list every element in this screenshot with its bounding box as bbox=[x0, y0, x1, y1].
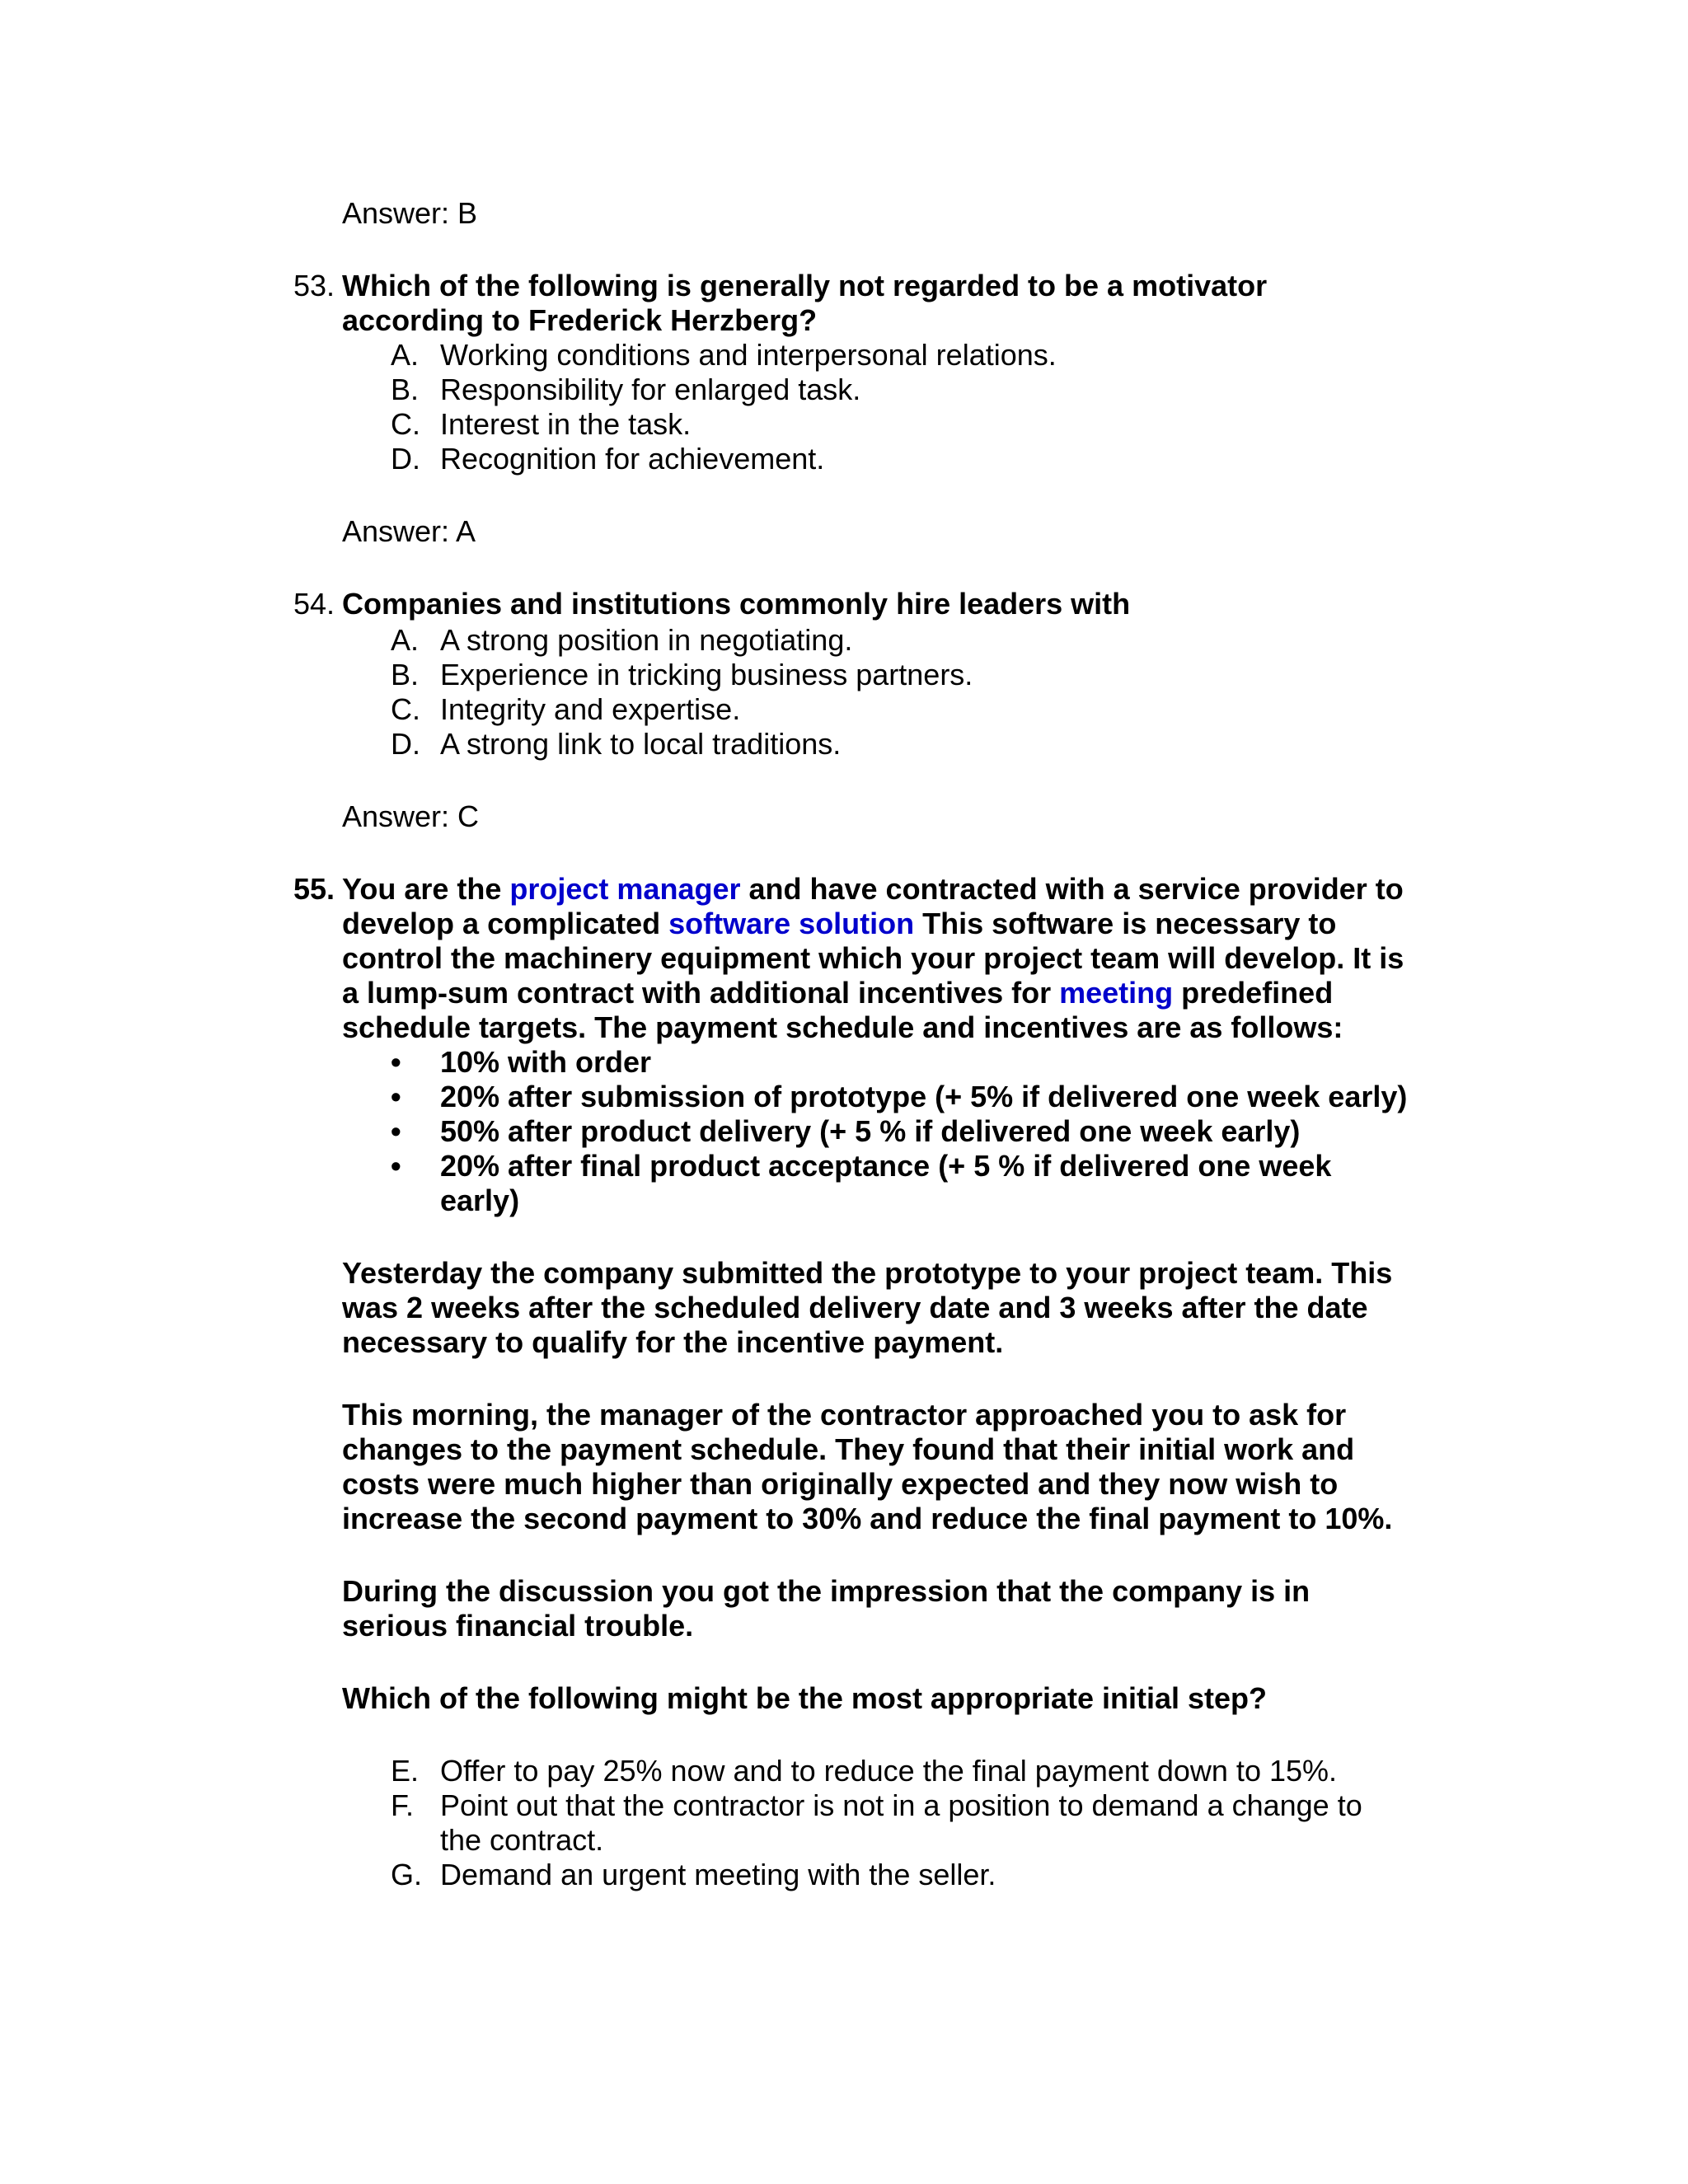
software-solution-link[interactable]: software solution bbox=[668, 907, 915, 940]
bullet-marker: • bbox=[391, 1114, 401, 1148]
q55-option-e-text: Offer to pay 25% now and to reduce the final payment down to 15%. bbox=[440, 1754, 1338, 1788]
q55-line-2-start: develop a complicated bbox=[342, 907, 669, 940]
payment-bullet-4-continued: early) bbox=[440, 1183, 520, 1217]
question-54-text: Companies and institutions commonly hire leaders with bbox=[342, 587, 1131, 621]
paragraph-2-line-1: This morning, the manager of the contractor approached you to ask for bbox=[342, 1398, 1347, 1432]
q55-line-2-end: This software is necessary to bbox=[914, 907, 1337, 940]
answer-52: Answer: B bbox=[342, 196, 478, 230]
paragraph-2-line-2: changes to the payment schedule. They found that their initial work and bbox=[342, 1432, 1355, 1466]
answer-53: Answer: A bbox=[342, 514, 476, 548]
q55-option-f-text: Point out that the contractor is not in a position to demand a change to bbox=[440, 1788, 1362, 1822]
q55-option-f-letter: F. bbox=[391, 1788, 415, 1822]
q54-option-c-text: Integrity and expertise. bbox=[440, 692, 741, 726]
question-55-number: 55. bbox=[293, 872, 335, 906]
q53-option-a-text: Working conditions and interpersonal relations. bbox=[440, 338, 1057, 372]
q55-line-1-start: You are the bbox=[342, 872, 510, 906]
q55-line-4-end: predefined bbox=[1173, 976, 1334, 1010]
q55-line-4-start: a lump-sum contract with additional incentives for bbox=[342, 976, 1060, 1010]
payment-bullet-4: 20% after final product acceptance (+ 5 % if delivered one week bbox=[440, 1149, 1332, 1183]
q53-option-d-text: Recognition for achievement. bbox=[440, 442, 825, 476]
q54-option-c-letter: C. bbox=[391, 692, 420, 726]
paragraph-3-line-1: During the discussion you got the impression that the company is in bbox=[342, 1574, 1311, 1608]
q53-option-d-letter: D. bbox=[391, 442, 420, 476]
question-55-line-4 bbox=[342, 976, 1333, 1010]
payment-bullet-1: 10% with order bbox=[440, 1045, 652, 1079]
question-53-text-line-2: according to Frederick Herzberg? bbox=[342, 303, 818, 337]
q54-option-a-letter: A. bbox=[391, 623, 420, 657]
question-55-line-2 bbox=[342, 907, 1336, 941]
q53-option-b-letter: B. bbox=[391, 373, 420, 406]
payment-bullet-3: 50% after product delivery (+ 5 % if delivered one week early) bbox=[440, 1114, 1301, 1148]
meeting-link[interactable]: meeting bbox=[1059, 976, 1174, 1010]
paragraph-2-line-3: costs were much higher than originally expected and they now wish to bbox=[342, 1467, 1339, 1501]
q55-option-e-letter: E. bbox=[391, 1754, 420, 1788]
paragraph-1-line-1: Yesterday the company submitted the prototype to your project team. This bbox=[342, 1256, 1393, 1290]
bullet-marker: • bbox=[391, 1045, 401, 1079]
payment-bullet-2: 20% after submission of prototype (+ 5% if delivered one week early) bbox=[440, 1080, 1408, 1113]
bullet-marker: • bbox=[391, 1149, 401, 1183]
question-55-line-3: control the machinery equipment which your project team will develop. It is bbox=[342, 941, 1404, 975]
paragraph-1-line-3: necessary to qualify for the incentive payment. bbox=[342, 1325, 1004, 1359]
question-55-line-5: schedule targets. The payment schedule and incentives are as follows: bbox=[342, 1010, 1343, 1044]
q55-option-g-letter: G. bbox=[391, 1858, 423, 1891]
question-55-line-1 bbox=[342, 872, 1404, 907]
paragraph-3-line-2: serious financial trouble. bbox=[342, 1609, 694, 1643]
answer-54: Answer: C bbox=[342, 799, 480, 833]
question-55-prompt: Which of the following might be the most appropriate initial step? bbox=[342, 1681, 1267, 1715]
q55-option-f-text-continued: the contract. bbox=[440, 1823, 604, 1857]
q54-option-b-letter: B. bbox=[391, 658, 420, 691]
q54-option-a-text: A strong position in negotiating. bbox=[440, 623, 853, 657]
question-53-text-line-1: Which of the following is generally not regarded to be a motivator bbox=[342, 269, 1268, 302]
paragraph-2-line-4: increase the second payment to 30% and reduce the final payment to 10%. bbox=[342, 1502, 1393, 1535]
question-54-number: 54. bbox=[293, 587, 335, 621]
q53-option-b-text: Responsibility for enlarged task. bbox=[440, 373, 861, 406]
paragraph-1-line-2: was 2 weeks after the scheduled delivery date and 3 weeks after the date bbox=[342, 1291, 1368, 1324]
q53-option-c-text: Interest in the task. bbox=[440, 407, 692, 441]
q55-option-g-text: Demand an urgent meeting with the seller. bbox=[440, 1858, 996, 1891]
bullet-marker: • bbox=[391, 1080, 401, 1113]
question-53-number: 53. bbox=[293, 269, 335, 302]
project-manager-link[interactable]: project manager bbox=[509, 872, 741, 906]
q53-option-c-letter: C. bbox=[391, 407, 420, 441]
q54-option-d-letter: D. bbox=[391, 727, 420, 761]
q54-option-b-text: Experience in tricking business partners. bbox=[440, 658, 973, 691]
q54-option-d-text: A strong link to local traditions. bbox=[440, 727, 842, 761]
q55-line-1-end: and have contracted with a service provider to bbox=[740, 872, 1404, 906]
q53-option-a-letter: A. bbox=[391, 338, 420, 372]
